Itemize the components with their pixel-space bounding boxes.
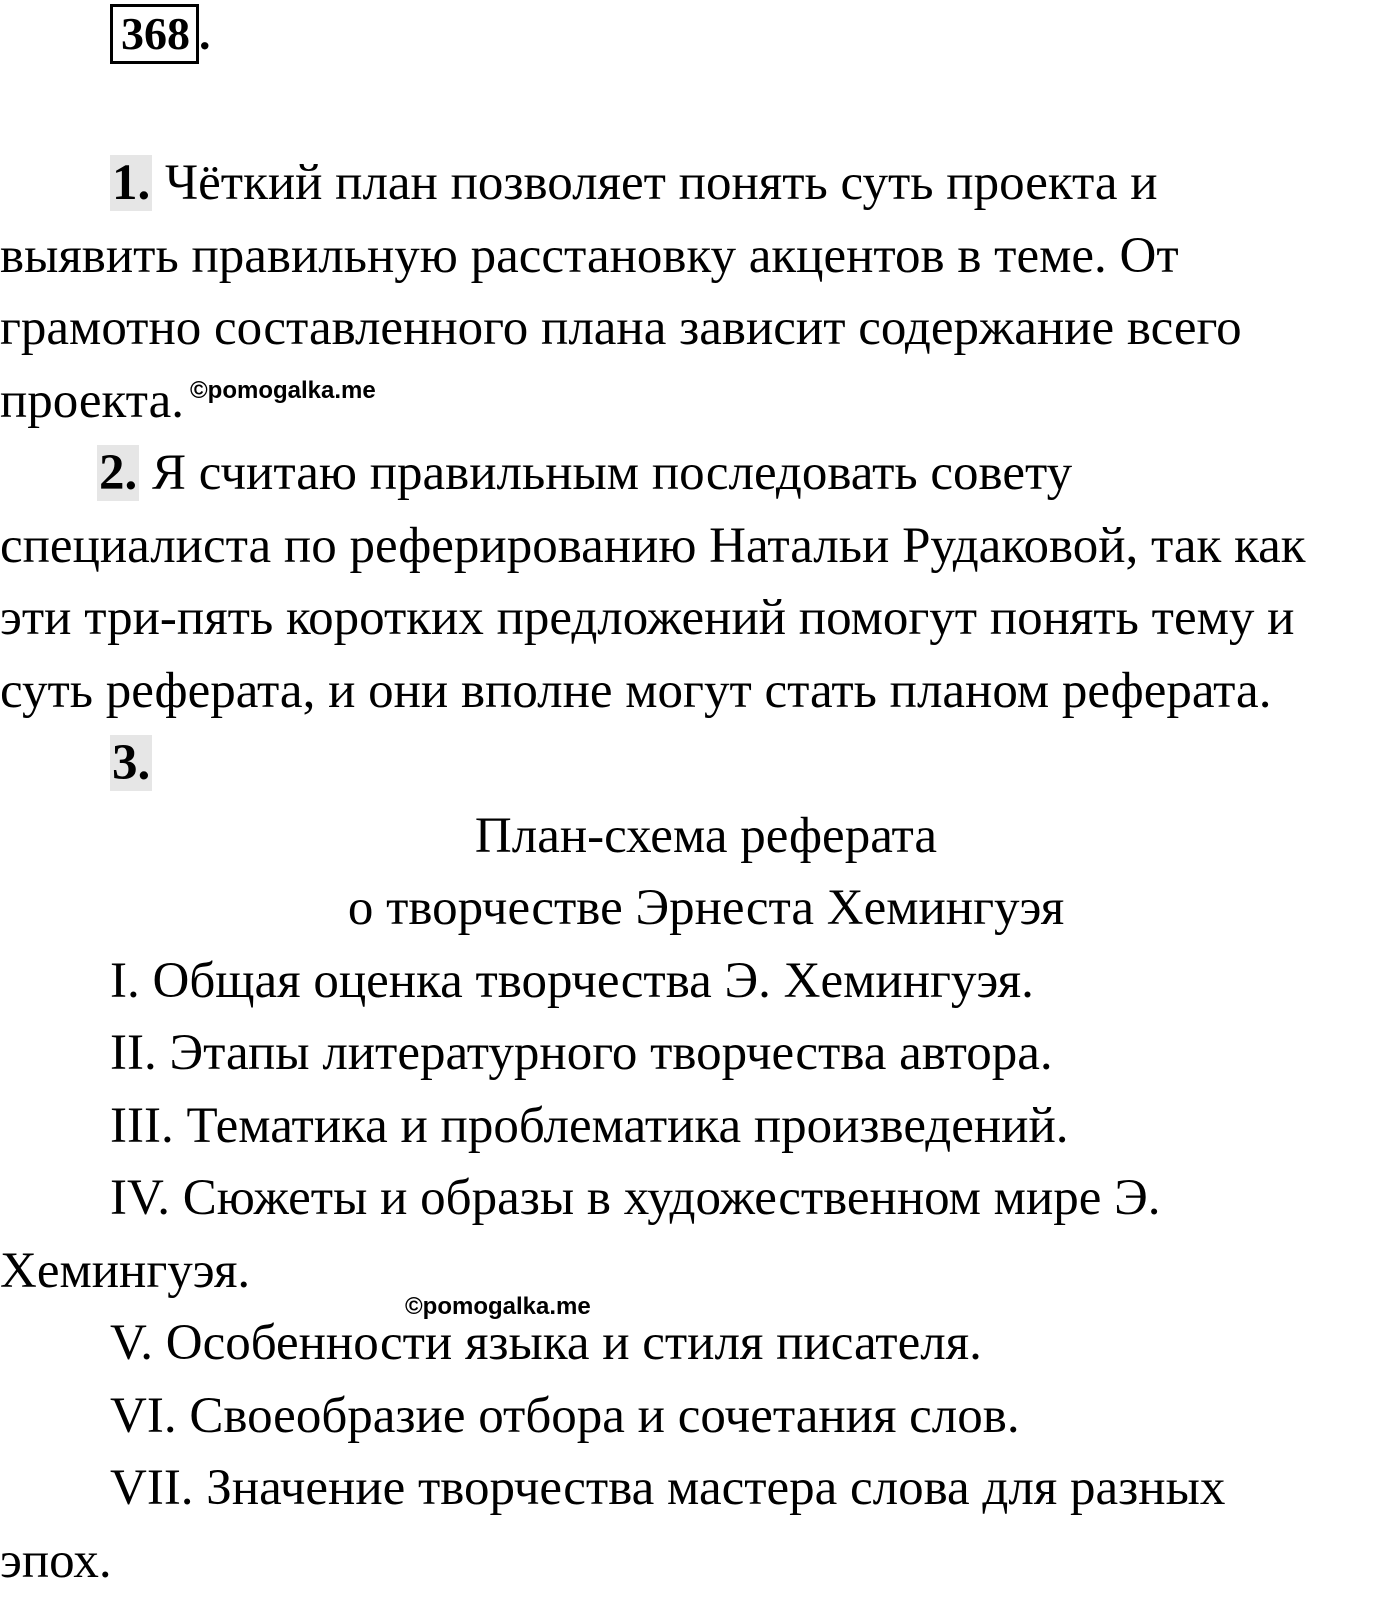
plan-item-2: II. Этапы литературного творчества автора.: [0, 1017, 1400, 1090]
answer-1-line-4: проекта.: [0, 365, 1400, 438]
answer-2-number: 2.: [97, 445, 139, 501]
task-number: [110, 6, 211, 62]
answer-1-line-1: [0, 147, 1400, 220]
answer-2-line-3: эти три-пять коротких предложений помогут понять тему и: [0, 582, 1400, 655]
answer-3-line: [0, 727, 1400, 800]
watermark-text-2: ©pomogalka.me: [405, 1293, 591, 1321]
answer-1-line-2: выявить правильную расстановку акцентов в теме. От: [0, 220, 1400, 293]
plan-item-5: V. Особенности языка и стиля писателя.: [0, 1307, 1400, 1380]
answer-3-number: 3.: [110, 735, 152, 791]
document-body: [0, 147, 1400, 1597]
task-number-box: 368: [110, 4, 199, 64]
answer-2-line-1: [0, 437, 1400, 510]
plan-item-1: I. Общая оценка творчества Э. Хемингуэя.: [0, 945, 1400, 1018]
watermark-text-1: ©pomogalka.me: [190, 377, 376, 405]
answer-2-text-1: Я считаю правильным последовать совету: [139, 445, 1072, 501]
plan-item-7: VII. Значение творчества мастера слова для разных: [0, 1452, 1400, 1525]
answer-1-line-3: грамотно составленного плана зависит содержание всего: [0, 292, 1400, 365]
plan-title-line-2: о творчестве Эрнеста Хемингуэя: [0, 872, 1400, 945]
plan-title-line-1: План-схема реферата: [0, 800, 1400, 873]
answer-1-number: 1.: [110, 155, 152, 211]
answer-2-line-4: суть реферата, и они вполне могут стать планом реферата.: [0, 655, 1400, 728]
task-number-dot: .: [199, 7, 211, 61]
plan-item-7-continuation: эпох.: [0, 1525, 1400, 1597]
plan-item-4: IV. Сюжеты и образы в художественном мире Э.: [0, 1162, 1400, 1235]
plan-item-4-continuation: Хемингуэя.: [0, 1235, 1400, 1308]
plan-item-3: III. Тематика и проблематика произведений.: [0, 1090, 1400, 1163]
answer-1-text-1: Чёткий план позволяет понять суть проекта и: [152, 155, 1157, 211]
answer-2-line-2: специалиста по реферированию Натальи Рудаковой, так как: [0, 510, 1400, 583]
plan-item-6: VI. Своеобразие отбора и сочетания слов.: [0, 1380, 1400, 1453]
